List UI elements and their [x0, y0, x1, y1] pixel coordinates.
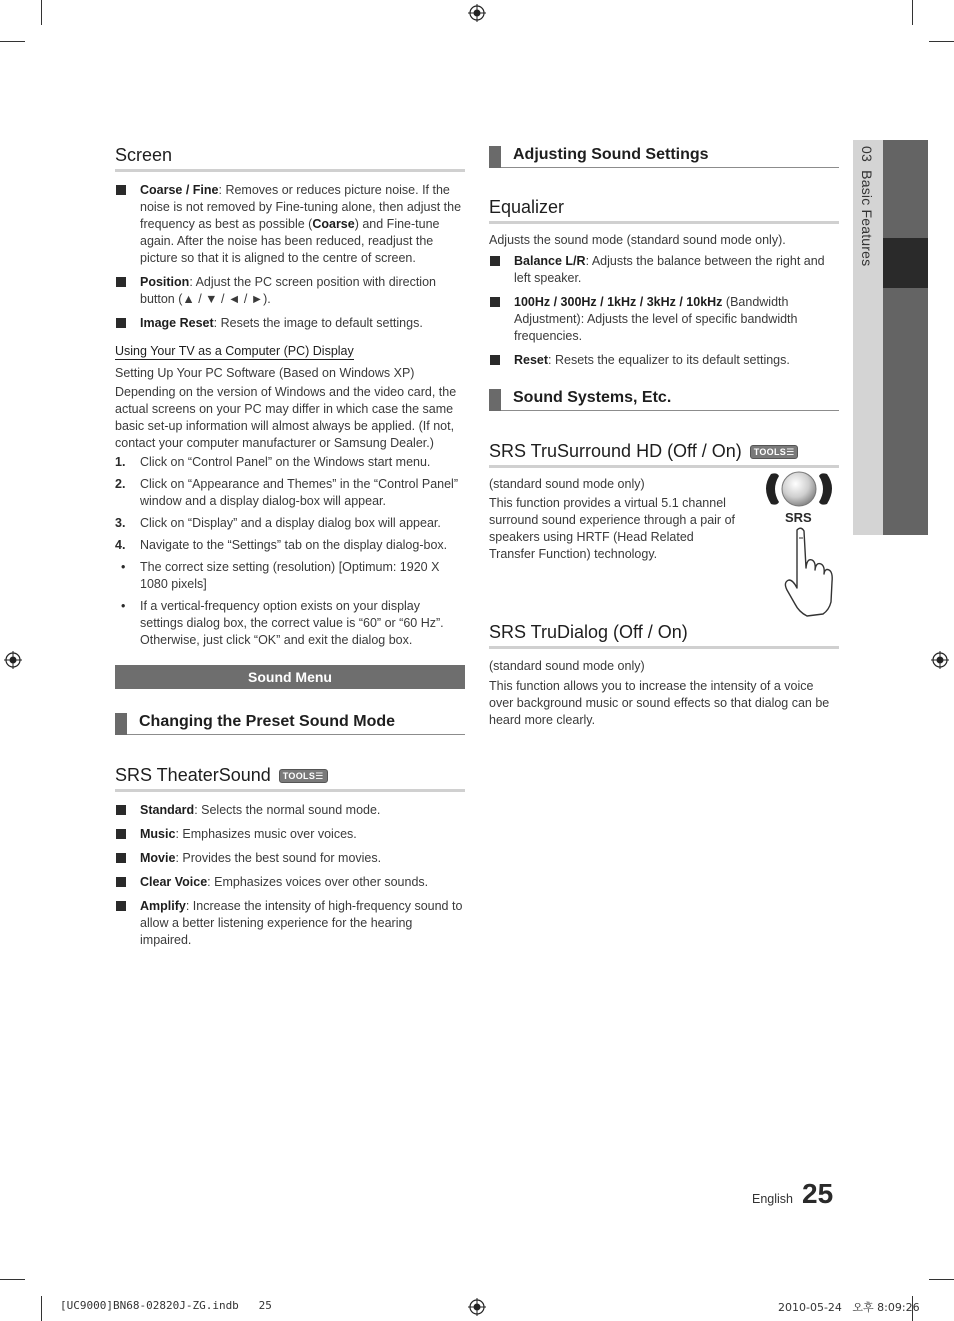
equalizer-list	[489, 253, 839, 369]
trusurround-title: SRS TruSurround HD (Off / On)	[489, 441, 742, 461]
srs-button-icon	[761, 468, 837, 512]
language-label: English	[752, 1192, 793, 1206]
item-text: : Resets the equalizer to its default settings.	[548, 353, 790, 367]
side-tab-dark	[883, 140, 928, 535]
pc-subtitle: Setting Up Your PC Software (Based on Windows XP)	[115, 366, 415, 380]
chapter-title: Basic Features	[859, 170, 875, 267]
left-column	[115, 140, 465, 956]
item-text: : Selects the normal sound mode.	[194, 803, 381, 817]
registration-mark-icon	[4, 651, 22, 669]
step-item	[115, 537, 465, 554]
side-tab-label	[859, 146, 875, 266]
pc-bullets	[115, 559, 465, 649]
item-term: Position	[140, 275, 190, 289]
pc-intro: Depending on the version of Windows and the video card, the actual screens on your PC may differ in which case the same basic set-up information will almost always be applied. (If not, contact your computer manufacturer or Samsung Dealer.)	[115, 385, 457, 450]
item-text: (Bandwidth Adjustment): Adjusts the level of specific bandwidth frequencies.	[514, 295, 798, 343]
list-item	[489, 352, 839, 369]
item-term: Movie	[140, 851, 176, 865]
item-text: : Removes or reduces picture noise. If the noise is not removed by Fine-tuning alone, then adjust the frequency as best as possible (	[140, 183, 462, 231]
trudialog-note: (standard sound mode only)	[489, 659, 645, 673]
preset-title: Changing the Preset Sound Mode	[139, 713, 396, 730]
crop-mark	[41, 1296, 42, 1321]
print-slug-file: [UC9000]BN68-02820J-ZG.indb 25	[60, 1299, 272, 1312]
equalizer-heading	[489, 197, 839, 224]
crop-mark	[929, 41, 954, 42]
step-item	[115, 515, 465, 532]
step-item	[115, 454, 465, 471]
screen-list	[115, 182, 465, 332]
equalizer-intro: Adjusts the sound mode (standard sound mode only).	[489, 233, 786, 247]
print-slug-date: 2010-05-24 오후 8:09:26	[778, 1301, 920, 1314]
equalizer-title: Equalizer	[489, 197, 565, 217]
item-text: ) and Fine-tune again. After the noise has been reduced, readjust the picture so that it is aligned to the centre of screen.	[140, 217, 440, 265]
list-item	[115, 274, 465, 308]
crop-mark	[41, 0, 42, 25]
step-item	[115, 476, 465, 510]
theatersound-heading	[115, 765, 465, 792]
systems-title: Sound Systems, Etc.	[513, 389, 672, 406]
step-number: 2.	[115, 477, 126, 491]
srs-remote-illustration	[761, 468, 841, 616]
list-item	[115, 850, 465, 867]
side-tab-marker	[883, 238, 928, 288]
item-term: Music	[140, 827, 176, 841]
preset-sound-heading	[115, 711, 465, 735]
list-item	[115, 826, 465, 843]
list-item	[115, 182, 465, 267]
bullet-item: • The correct size setting (resolution) [Optimum: 1920 X 1080 pixels]	[115, 559, 465, 593]
crop-mark	[0, 1279, 25, 1280]
page-number-block	[752, 1178, 842, 1210]
pc-display-title: Using Your TV as a Computer (PC) Display	[115, 344, 354, 358]
theatersound-list	[115, 802, 465, 949]
item-term: Coarse / Fine	[140, 183, 219, 197]
trudialog-title: SRS TruDialog (Off / On)	[489, 622, 688, 642]
step-number: 4.	[115, 538, 126, 552]
trudialog-heading	[489, 622, 839, 649]
item-text: : Resets the image to default settings.	[213, 316, 423, 330]
item-text: : Adjusts the balance between the right and left speaker.	[514, 254, 825, 285]
crop-mark	[0, 41, 25, 42]
adjust-title: Adjusting Sound Settings	[513, 146, 709, 163]
bullet-item: • If a vertical-frequency option exists on your display settings dialog box, the correct value is “60” or “60 Hz”. Otherwise, just click “OK” and exit the dialog box.	[115, 598, 465, 649]
registration-mark-icon	[468, 1298, 486, 1316]
step-text: Click on “Control Panel” on the Windows start menu.	[140, 455, 431, 469]
step-text: Navigate to the “Settings” tab on the display dialog-box.	[140, 538, 448, 552]
list-item	[489, 294, 839, 345]
step-text: Click on “Appearance and Themes” in the “Control Panel” window and a display dialog-box will appear.	[140, 477, 458, 508]
side-tab-light	[853, 140, 883, 535]
sound-menu-band: Sound Menu	[115, 665, 465, 689]
srs-label: SRS	[785, 510, 812, 525]
item-term: Clear Voice	[140, 875, 208, 889]
item-term: Coarse	[312, 217, 355, 231]
list-item	[115, 802, 465, 819]
screen-title: Screen	[115, 145, 173, 165]
item-text: : Increase the intensity of high-frequency sound to allow a better listening experience for the hearing impaired.	[140, 899, 463, 947]
list-item	[115, 874, 465, 891]
crop-mark	[912, 0, 913, 25]
right-column	[489, 140, 839, 729]
item-text: : Emphasizes voices over other sounds.	[207, 875, 429, 889]
crop-mark	[929, 1279, 954, 1280]
adjust-sound-heading	[489, 144, 839, 168]
item-text: : Emphasizes music over voices.	[175, 827, 357, 841]
item-term: Image Reset	[140, 316, 214, 330]
list-item	[115, 898, 465, 949]
list-item	[115, 315, 465, 332]
item-term: 100Hz / 300Hz / 1kHz / 3kHz / 10kHz	[514, 295, 723, 309]
chapter-side-tab	[853, 140, 928, 535]
item-term: Amplify	[140, 899, 186, 913]
trudialog-text: This function allows you to increase the intensity of a voice over background music or sound effects so that dialog can be heard more clearly.	[489, 679, 830, 727]
step-number: 1.	[115, 455, 126, 469]
chapter-number: 03	[859, 146, 875, 162]
sound-systems-heading	[489, 387, 839, 411]
item-term: Balance L/R	[514, 254, 586, 268]
item-term: Standard	[140, 803, 195, 817]
tools-badge-icon: TOOLS☰	[750, 445, 799, 459]
pc-steps	[115, 454, 465, 554]
registration-mark-icon	[468, 4, 486, 22]
screen-heading	[115, 145, 465, 172]
trusurround-heading	[489, 441, 839, 468]
item-term: Reset	[514, 353, 549, 367]
step-text: Click on “Display” and a display dialog box will appear.	[140, 516, 441, 530]
theatersound-title: SRS TheaterSound	[115, 765, 271, 785]
item-text: : Provides the best sound for movies.	[175, 851, 382, 865]
trusurround-text: This function provides a virtual 5.1 channel surround sound experience through a pair of speakers using HRTF (Head Related Transfer Function) technology.	[489, 496, 735, 561]
registration-mark-icon	[931, 651, 949, 669]
step-number: 3.	[115, 516, 126, 530]
pointing-hand-icon	[779, 526, 839, 618]
trusurround-body	[489, 476, 839, 616]
item-text: : Adjust the PC screen position with direction button (▲ / ▼ / ◄ / ►).	[140, 275, 436, 306]
page-number: 25	[802, 1178, 834, 1209]
tools-badge-icon: TOOLS☰	[279, 769, 328, 783]
list-item	[489, 253, 839, 287]
trusurround-note: (standard sound mode only)	[489, 477, 645, 491]
